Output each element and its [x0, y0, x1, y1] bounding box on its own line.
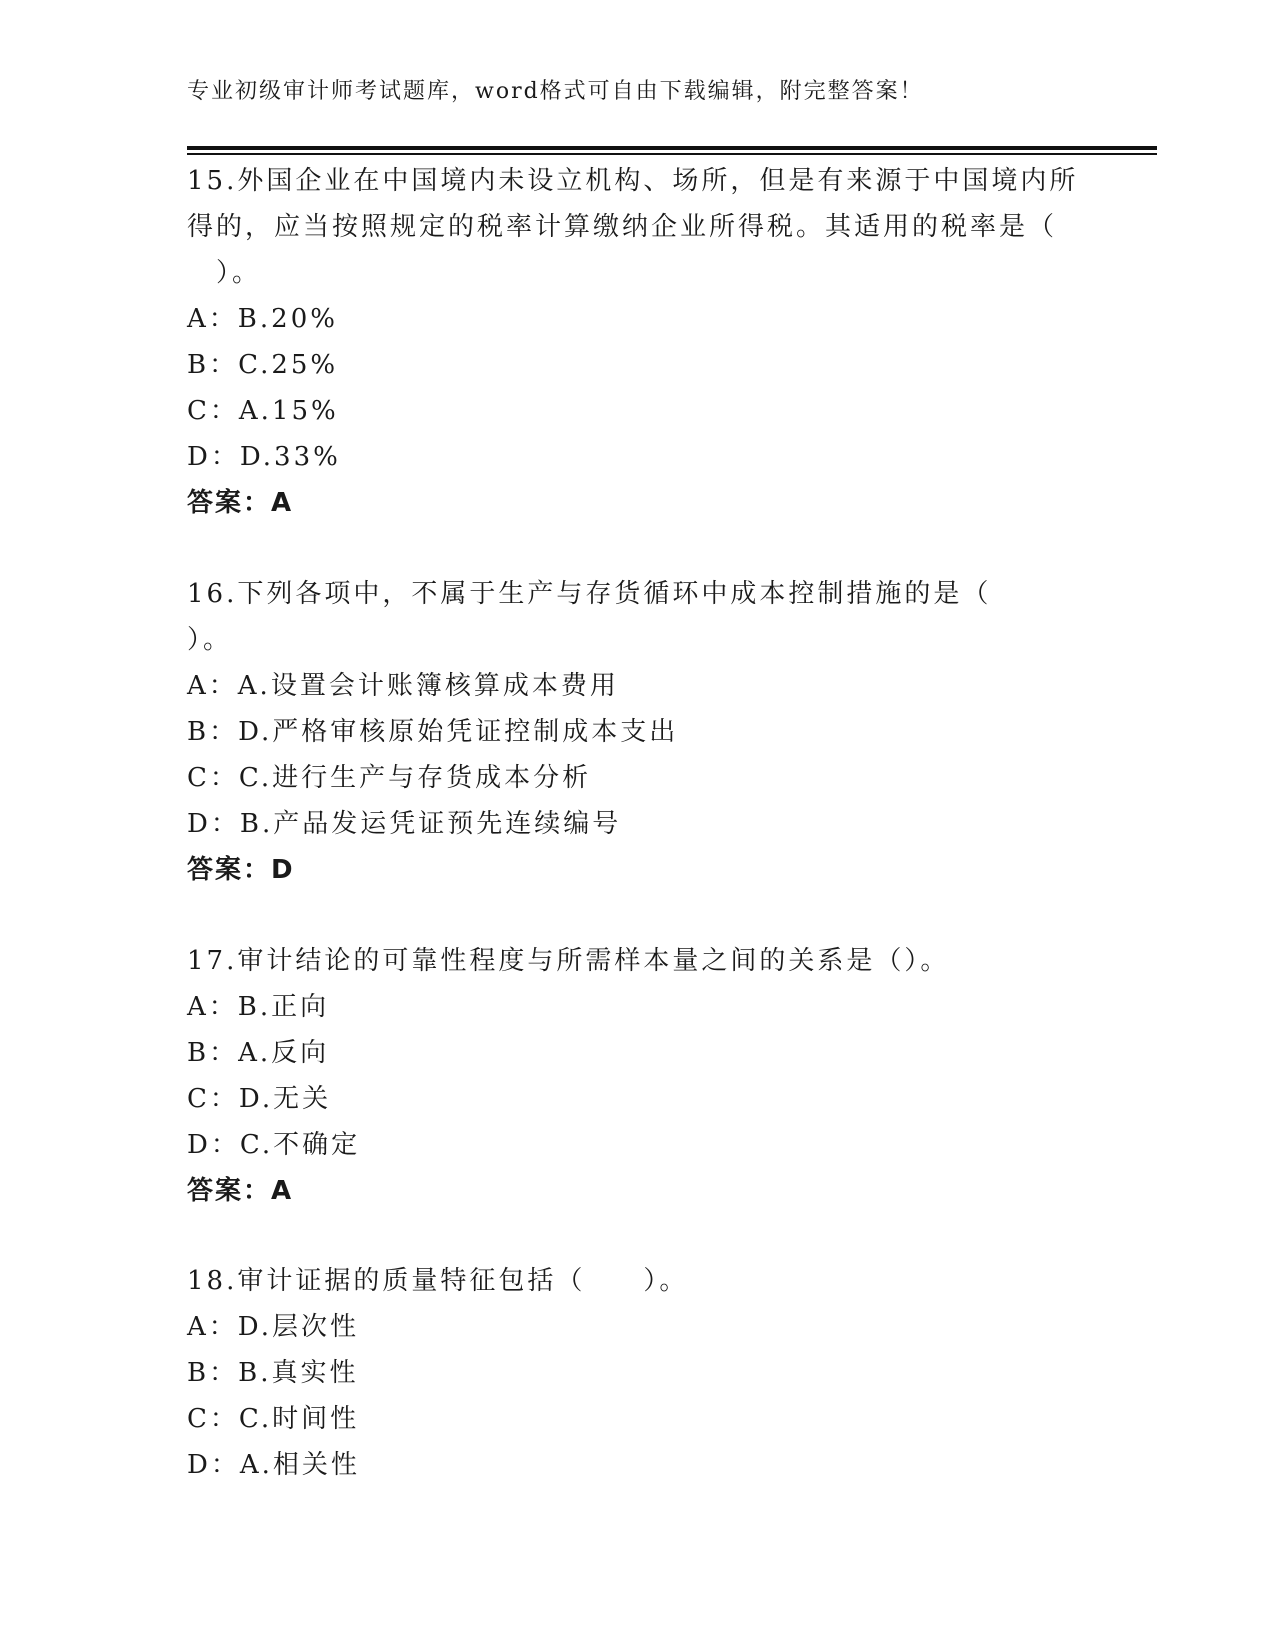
question-text-line: 16.下列各项中，不属于生产与存货循环中成本控制措施的是（ [187, 579, 992, 609]
question-18 [187, 1258, 1087, 1488]
question-text-line: 得的，应当按照规定的税率计算缴纳企业所得税。其适用的税率是（ [187, 212, 1058, 242]
option-b: B：D.严格审核原始凭证控制成本支出 [187, 717, 679, 747]
option-d: D：A.相关性 [187, 1450, 360, 1480]
option-b: B：C.25% [187, 350, 339, 380]
question-text-line: ）。 [187, 258, 262, 288]
option-d: D：C.不确定 [187, 1130, 361, 1160]
header-rule-thick [187, 146, 1157, 150]
answer: 答案：A [187, 488, 294, 518]
question-17 [187, 938, 1087, 1214]
question-text-line: ）。 [187, 625, 233, 655]
option-a: A：A.设置会计账簿核算成本费用 [187, 671, 619, 701]
option-b: B：A.反向 [187, 1038, 330, 1068]
option-b: B：B.真实性 [187, 1358, 359, 1388]
answer: 答案：D [187, 855, 295, 885]
question-16 [187, 571, 1087, 893]
question-text-line: 18.审计证据的质量特征包括（ ）。 [187, 1266, 689, 1296]
option-a: A：D.层次性 [187, 1312, 359, 1342]
option-c: C：C.时间性 [187, 1404, 360, 1434]
header-rule-thin [187, 153, 1157, 155]
question-text-line: 17.审计结论的可靠性程度与所需样本量之间的关系是（）。 [187, 946, 950, 976]
option-d: D：D.33% [187, 442, 341, 472]
option-c: C：C.进行生产与存货成本分析 [187, 763, 592, 793]
option-c: C：D.无关 [187, 1084, 332, 1114]
option-a: A：B.20% [187, 304, 338, 334]
option-c: C：A.15% [187, 396, 339, 426]
question-text-line: 15.外国企业在中国境内未设立机构、场所，但是有来源于中国境内所 [187, 166, 1079, 196]
answer: 答案：A [187, 1176, 294, 1206]
option-a: A：B.正向 [187, 992, 330, 1022]
option-d: D：B.产品发运凭证预先连续编号 [187, 809, 622, 839]
page-header: 专业初级审计师考试题库，word格式可自由下载编辑，附完整答案！ [187, 79, 924, 104]
question-15 [187, 158, 1087, 526]
